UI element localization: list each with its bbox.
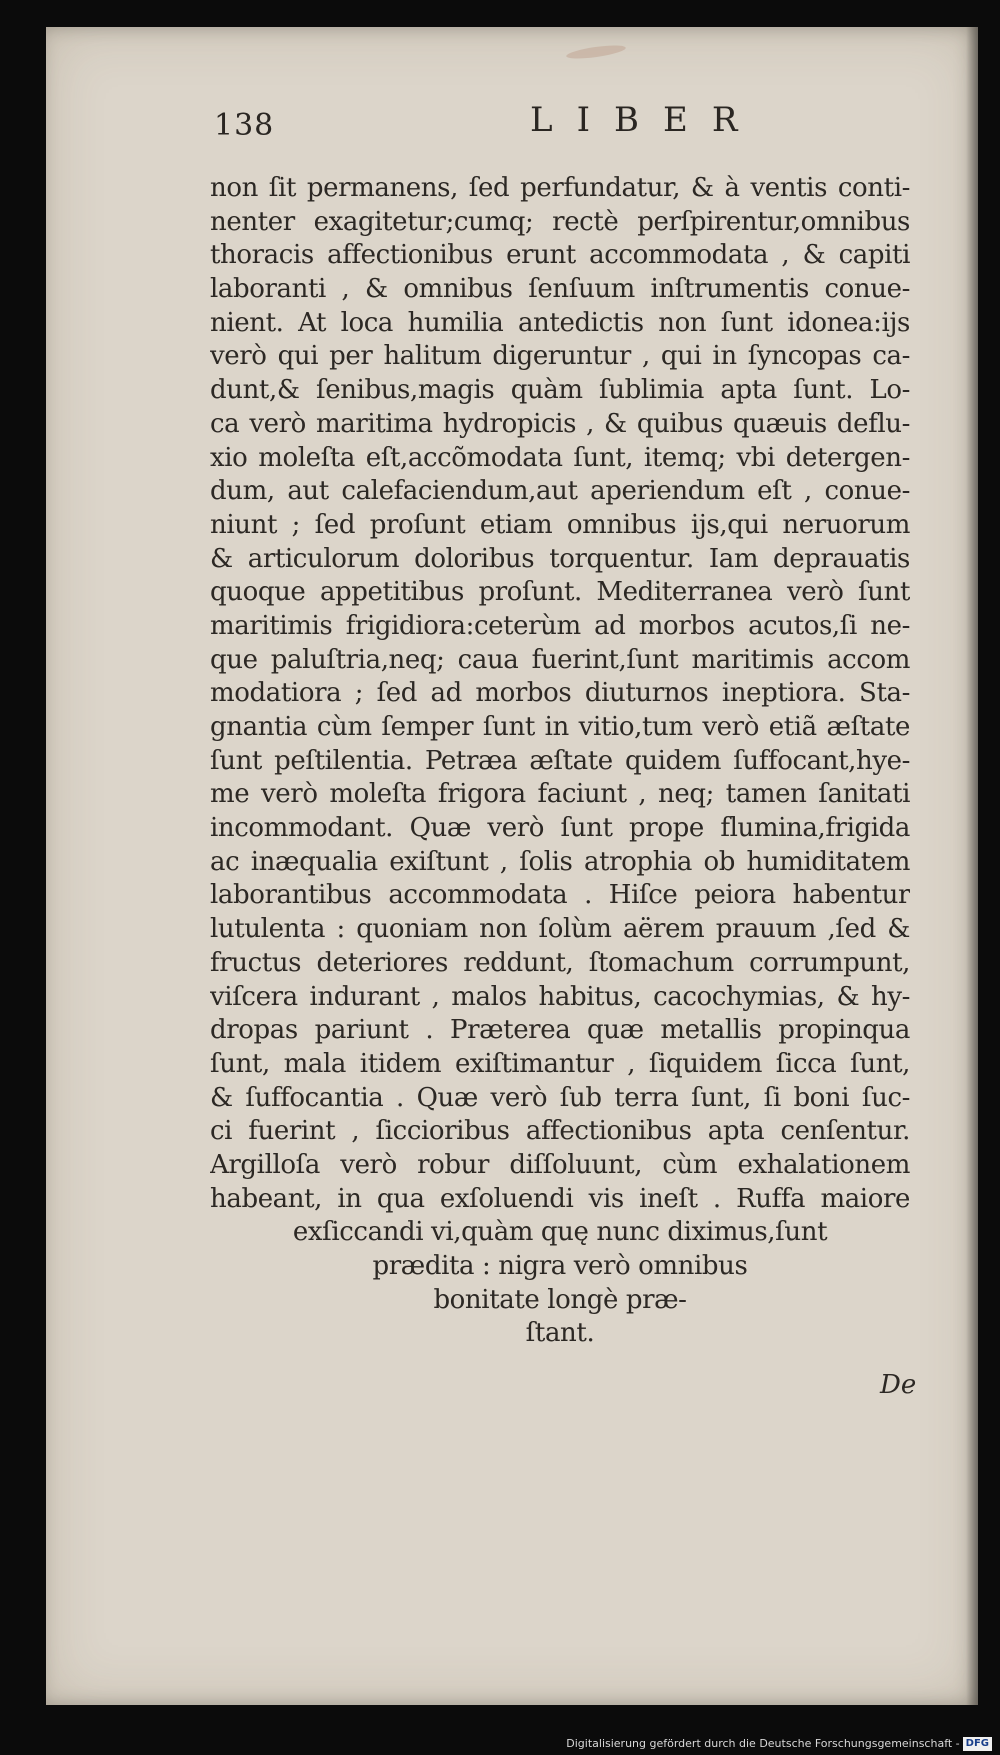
text-line: niunt ; ſed proſunt etiam omnibus ijs,qui neruorum xyxy=(210,509,910,540)
text-line: lutulenta : quoniam non ſolùm aërem prauum ,ſed & xyxy=(210,914,910,945)
body-text xyxy=(210,172,910,1351)
text-line: dum, aut calefaciendum,aut aperiendum eſt , conue- xyxy=(210,476,910,507)
text-line: que paluſtria,neq; caua fuerint,ſunt maritimis accom xyxy=(210,644,910,675)
text-line: & ſuffocantia . Quæ verò ſub terra ſunt, ſi boni ſuc- xyxy=(210,1082,910,1113)
text-line: ac inæqualia exiſtunt , ſolis atrophia ob humiditatem xyxy=(210,846,910,877)
running-head xyxy=(214,100,774,160)
text-line: ſunt peſtilentia. Petræa æſtate quidem ſuffocant,hye- xyxy=(210,745,910,776)
text-line: thoracis affectionibus erunt accommodata , & capiti xyxy=(210,240,910,271)
text-line: nenter exagitetur;cumq; rectè perſpirentur,omnibus xyxy=(210,206,910,237)
digitization-credit xyxy=(566,1735,992,1753)
text-line: quoque appetitibus proſunt. Mediterranea verò ſunt xyxy=(210,577,910,608)
text-line: modatiora ; ſed ad morbos diuturnos ineptiora. Sta- xyxy=(210,678,910,709)
text-line: incommodant. Quæ verò ſunt prope flumina,frigida xyxy=(210,813,910,844)
text-line: maritimis frigidiora:ceterùm ad morbos acutos,ſi ne- xyxy=(210,610,910,641)
text-line: dropas pariunt . Præterea quæ metallis propinqua xyxy=(210,1015,910,1046)
text-line: Argilloſa verò robur diſſoluunt, cùm exhalationem xyxy=(210,1149,910,1180)
text-line: fructus deteriores reddunt, ſtomachum corrumpunt, xyxy=(210,947,910,978)
text-line: ſunt, mala itidem exiſtimantur , ſiquidem ſicca ſunt, xyxy=(210,1048,910,1079)
text-line: ca verò maritima hydropicis , & quibus quæuis deflu- xyxy=(210,408,910,439)
text-line: bonitate longè præ- xyxy=(433,1284,687,1315)
text-line: non ſit permanens, ſed perfundatur, & à ventis conti- xyxy=(210,173,910,203)
catchword: De xyxy=(880,1370,917,1400)
running-head-title: LIBER xyxy=(530,100,762,140)
text-line: laboranti , & omnibus ſenſuum inſtrumentis conue- xyxy=(210,274,910,305)
text-line: verò qui per halitum digeruntur , qui in ſyncopas ca- xyxy=(210,341,910,372)
text-line: ci fuerint , ſiccioribus affectionibus apta cenſentur. xyxy=(210,1116,910,1147)
page-number: 138 xyxy=(214,108,275,143)
text-line: habeant, in qua exſoluendi vis ineſt . Ruffa maiore xyxy=(210,1183,910,1214)
text-line: nient. At loca humilia antedictis non ſunt idonea:ijs xyxy=(210,307,910,338)
text-line: viſcera indurant , malos habitus, cacochymias, & hy- xyxy=(210,981,910,1012)
text-line: xio moleſta eſt,accõmodata ſunt, itemq; vbi detergen- xyxy=(210,442,910,473)
dfg-logo: DFG xyxy=(963,1737,992,1751)
credit-text: Digitalisierung gefördert durch die Deutsche Forschungsgemeinschaft - xyxy=(566,1737,960,1750)
page-edge-shadow xyxy=(966,27,978,1705)
text-line: dunt,& ſenibus,magis quàm ſublimia apta ſunt. Lo- xyxy=(210,375,910,406)
ink-smudge xyxy=(566,43,627,61)
text-line: laborantibus accommodata . Hiſce peiora habentur xyxy=(210,880,910,911)
text-line: exſiccandi vi,quàm quę nunc diximus,ſunt xyxy=(292,1217,828,1248)
text-line: ſtant. xyxy=(525,1318,595,1349)
text-line: prædita : nigra verò omnibus xyxy=(372,1251,748,1281)
text-line: & articulorum doloribus torquentur. Iam deprauatis xyxy=(210,543,910,574)
text-line: gnantia cùm ſemper ſunt in vitio,tum verò etiã æſtate xyxy=(210,712,910,742)
text-line: me verò moleſta frigora faciunt , neq; tamen ſanitati xyxy=(210,779,910,810)
